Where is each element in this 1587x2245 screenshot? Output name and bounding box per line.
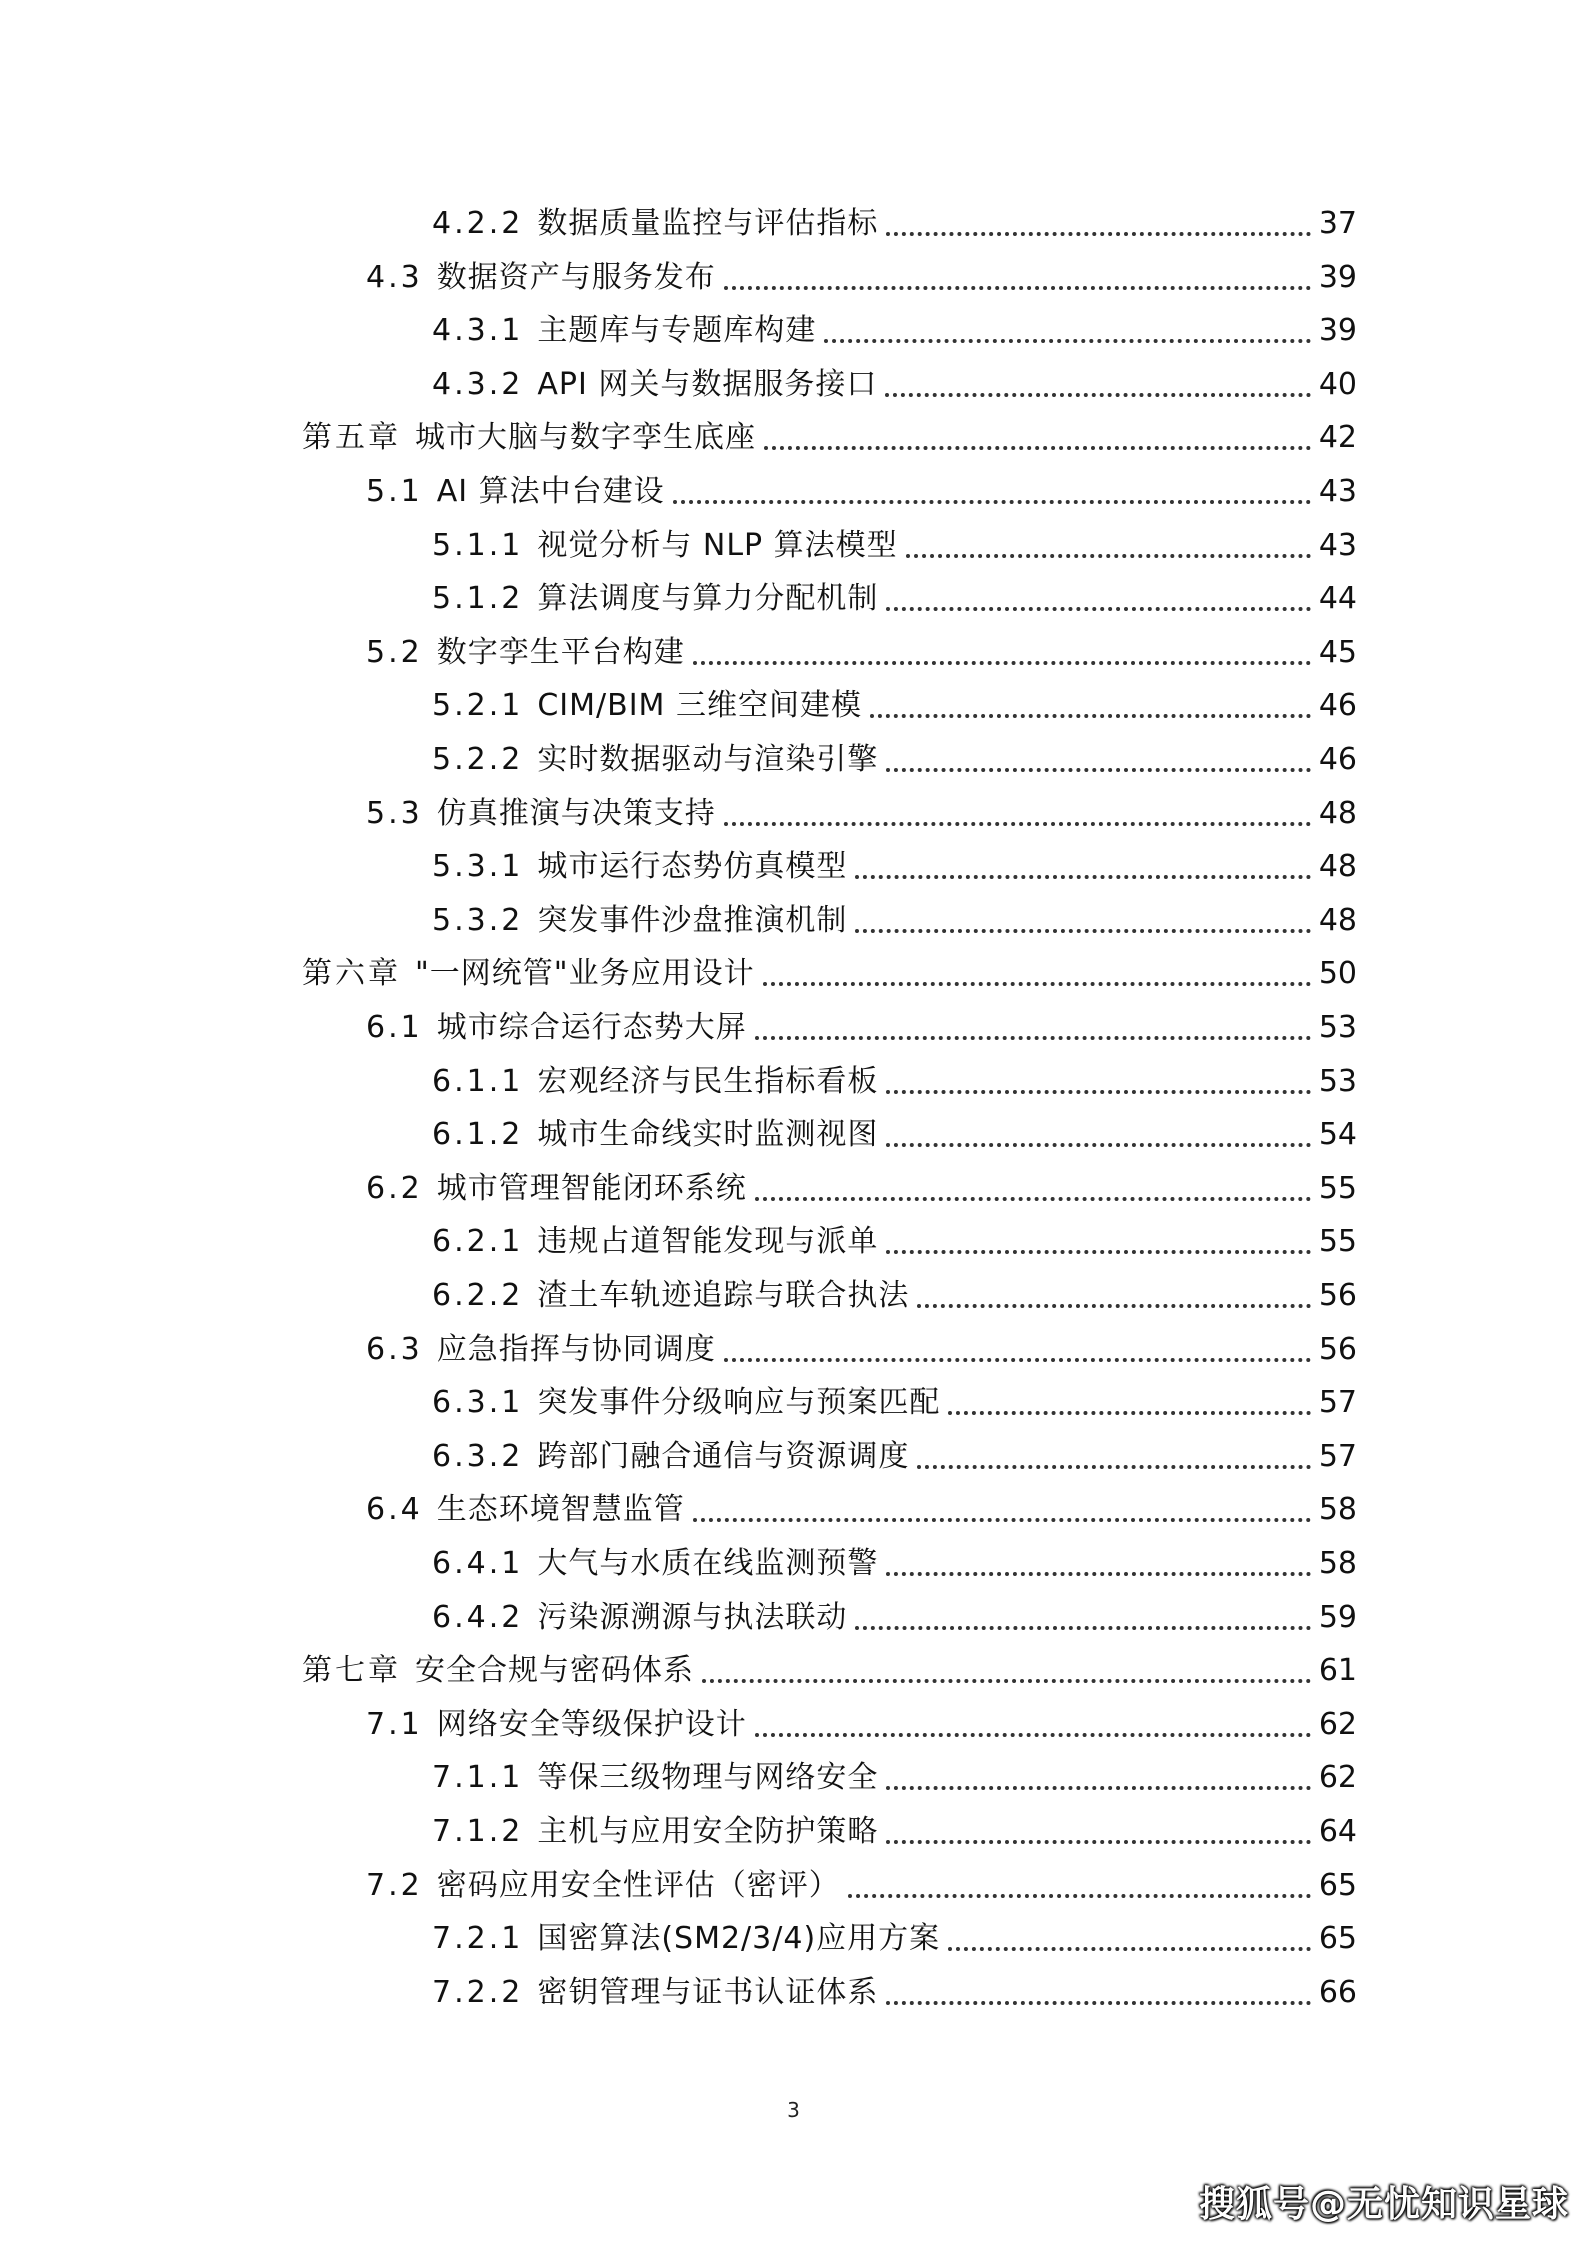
- dot-leader: [886, 1572, 1310, 1576]
- toc-entry-number: 5.3.2: [432, 903, 524, 938]
- toc-entry-number: 6.3: [366, 1332, 423, 1367]
- toc-entry[interactable]: [366, 1162, 1357, 1216]
- dot-leader: [702, 1679, 1311, 1683]
- toc-entry-title: 突发事件沙盘推演机制: [537, 903, 848, 938]
- toc-entry-title: 主题库与专题库构建: [537, 313, 817, 348]
- toc-entry[interactable]: [432, 572, 1357, 626]
- toc-entry-title: 数据资产与服务发布: [436, 260, 716, 295]
- dot-leader: [755, 1036, 1311, 1040]
- dot-leader: [917, 1304, 1310, 1308]
- toc-entry-title: 应急指挥与协同调度: [436, 1332, 716, 1367]
- toc-entry-title: 密钥管理与证书认证体系: [537, 1975, 879, 2010]
- toc-entry-title: 等保三级物理与网络安全: [537, 1760, 879, 1795]
- toc-entry[interactable]: [366, 1323, 1357, 1377]
- toc-entry-page: 59: [1318, 1600, 1357, 1635]
- toc-entry[interactable]: [432, 304, 1357, 358]
- dot-leader: [886, 1090, 1310, 1094]
- toc-entry-number: 7.2.1: [432, 1921, 524, 1956]
- toc-entry-title: 视觉分析与 NLP 算法模型: [537, 528, 898, 563]
- dot-leader: [886, 2001, 1310, 2005]
- dot-leader: [693, 1518, 1311, 1522]
- toc-entry-page: 44: [1318, 581, 1357, 616]
- toc-entry-page: 58: [1318, 1546, 1357, 1581]
- dot-leader: [886, 1786, 1310, 1790]
- toc-entry[interactable]: [366, 1698, 1357, 1752]
- toc-entry-title: CIM/BIM 三维空间建模: [537, 688, 862, 723]
- toc-entry[interactable]: [432, 1430, 1357, 1484]
- toc-entry-title: 城市运行态势仿真模型: [537, 849, 848, 884]
- toc-entry-title: 城市管理智能闭环系统: [436, 1171, 747, 1206]
- toc-entry-number: 6.1.2: [432, 1117, 524, 1152]
- toc-entry[interactable]: [302, 947, 1357, 1001]
- toc-entry-title: 仿真推演与决策支持: [436, 796, 716, 831]
- toc-entry-title: 国密算法(SM2/3/4)应用方案: [537, 1921, 941, 1956]
- toc-entry-title: 大气与水质在线监测预警: [537, 1546, 879, 1581]
- toc-entry-page: 48: [1318, 796, 1357, 831]
- toc-entry-title: 数据质量监控与评估指标: [537, 206, 879, 241]
- toc-entry-title: 跨部门融合通信与资源调度: [537, 1439, 910, 1474]
- dot-leader: [824, 339, 1310, 343]
- toc-entry-number: 5.1: [366, 474, 423, 509]
- toc-entry-page: 53: [1318, 1010, 1357, 1045]
- toc-entry-title: 违规占道智能发现与派单: [537, 1224, 879, 1259]
- toc-entry-number: 6.1.1: [432, 1064, 524, 1099]
- toc-entry-title: API 网关与数据服务接口: [537, 367, 878, 402]
- toc-entry-page: 57: [1318, 1439, 1357, 1474]
- toc-entry-page: 42: [1318, 420, 1357, 455]
- toc-entry-page: 43: [1318, 528, 1357, 563]
- dot-leader: [906, 554, 1311, 558]
- toc-entry-number: 4.3.2: [432, 367, 524, 402]
- toc-entry-title: 渣土车轨迹追踪与联合执法: [537, 1278, 910, 1313]
- toc-entry-page: 56: [1318, 1278, 1357, 1313]
- toc-entry[interactable]: [432, 1537, 1357, 1591]
- toc-entry-number: 5.2.2: [432, 742, 524, 777]
- dot-leader: [855, 929, 1310, 933]
- dot-leader: [886, 1143, 1310, 1147]
- toc-entry-title: 算法调度与算力分配机制: [537, 581, 879, 616]
- toc-entry-page: 37: [1318, 206, 1357, 241]
- dot-leader: [724, 1358, 1311, 1362]
- toc-entry-page: 50: [1318, 956, 1357, 991]
- toc-entry-page: 61: [1318, 1653, 1357, 1688]
- toc-entry-number: 5.2.1: [432, 688, 524, 723]
- toc-entry-title: 城市大脑与数字孪生底座: [415, 420, 756, 455]
- dot-leader: [763, 982, 1311, 986]
- toc-entry[interactable]: [432, 1376, 1357, 1430]
- toc-entry-number: 7.1.1: [432, 1760, 524, 1795]
- toc-entry[interactable]: [366, 1483, 1357, 1537]
- toc-entry-title: 城市综合运行态势大屏: [436, 1010, 747, 1045]
- toc-entry-page: 55: [1318, 1224, 1357, 1259]
- toc-entry-title: 生态环境智慧监管: [436, 1492, 685, 1527]
- toc-entry[interactable]: [366, 251, 1357, 305]
- toc-entry-number: 第五章: [302, 420, 401, 455]
- dot-leader: [886, 607, 1310, 611]
- toc-entry-number: 6.3.1: [432, 1385, 524, 1420]
- dot-leader: [855, 875, 1310, 879]
- toc-entry[interactable]: [366, 1001, 1357, 1055]
- dot-leader: [948, 1947, 1311, 1951]
- toc-entry[interactable]: [432, 358, 1357, 412]
- toc-entry-page: 46: [1318, 688, 1357, 723]
- toc-entry[interactable]: [432, 1966, 1357, 2020]
- toc-entry-title: 突发事件分级响应与预案匹配: [537, 1385, 941, 1420]
- toc-entry-page: 65: [1318, 1868, 1357, 1903]
- toc-entry[interactable]: [432, 1055, 1357, 1109]
- toc-entry[interactable]: [366, 465, 1357, 519]
- toc-entry-number: 5.2: [366, 635, 423, 670]
- toc-entry-page: 43: [1318, 474, 1357, 509]
- toc-entry-title: 实时数据驱动与渲染引擎: [537, 742, 879, 777]
- toc-entry-number: 4.3: [366, 260, 423, 295]
- dot-leader: [870, 714, 1311, 718]
- toc-entry-number: 5.1.2: [432, 581, 524, 616]
- toc-entry-page: 39: [1318, 260, 1357, 295]
- dot-leader: [755, 1733, 1311, 1737]
- toc-entry-page: 62: [1318, 1760, 1357, 1795]
- toc-entry-page: 48: [1318, 849, 1357, 884]
- toc-entry-title: AI 算法中台建设: [436, 474, 665, 509]
- toc-entry-number: 第六章: [302, 956, 401, 991]
- page-number: 3: [787, 2098, 800, 2122]
- toc-entry-number: 5.3: [366, 796, 423, 831]
- toc-entry-title: 数字孪生平台构建: [436, 635, 685, 670]
- toc-entry-page: 64: [1318, 1814, 1357, 1849]
- toc-entry[interactable]: [432, 1751, 1357, 1805]
- dot-leader: [886, 1840, 1310, 1844]
- toc-entry[interactable]: [302, 411, 1357, 465]
- toc-entry-number: 6.4: [366, 1492, 423, 1527]
- dot-leader: [885, 393, 1310, 397]
- toc-entry-number: 6.2: [366, 1171, 423, 1206]
- toc-entry[interactable]: [432, 1269, 1357, 1323]
- toc-entry-title: 密码应用安全性评估（密评）: [436, 1868, 840, 1903]
- toc-entry-number: 7.1.2: [432, 1814, 524, 1849]
- toc-entry[interactable]: [432, 894, 1357, 948]
- toc-entry[interactable]: [432, 1215, 1357, 1269]
- toc-entry-number: 6.1: [366, 1010, 423, 1045]
- toc-entry[interactable]: [432, 679, 1357, 733]
- dot-leader: [848, 1894, 1311, 1898]
- toc-entry[interactable]: [366, 1859, 1357, 1913]
- toc-entry-number: 6.2.2: [432, 1278, 524, 1313]
- toc-entry[interactable]: [366, 787, 1357, 841]
- toc-entry-number: 6.3.2: [432, 1439, 524, 1474]
- toc-entry-number: 7.1: [366, 1707, 423, 1742]
- toc-entry[interactable]: [432, 1591, 1357, 1645]
- toc-entry-page: 66: [1318, 1975, 1357, 2010]
- toc-entry-page: 53: [1318, 1064, 1357, 1099]
- toc-entry[interactable]: [432, 519, 1357, 573]
- toc-entry-number: 5.1.1: [432, 528, 524, 563]
- toc-entry-title: 宏观经济与民生指标看板: [537, 1064, 879, 1099]
- toc-entry[interactable]: [302, 1644, 1357, 1698]
- toc-entry[interactable]: [432, 1912, 1357, 1966]
- toc-entry[interactable]: [432, 1108, 1357, 1162]
- dot-leader: [948, 1411, 1310, 1415]
- dot-leader: [693, 661, 1311, 665]
- toc-entry-page: 57: [1318, 1385, 1357, 1420]
- dot-leader: [917, 1465, 1310, 1469]
- toc-entry-number: 4.2.2: [432, 206, 524, 241]
- toc-entry-page: 45: [1318, 635, 1357, 670]
- toc-entry-title: 网络安全等级保护设计: [436, 1707, 747, 1742]
- dot-leader: [886, 768, 1310, 772]
- toc-entry-page: 40: [1318, 367, 1357, 402]
- toc-entry[interactable]: [432, 840, 1357, 894]
- toc-entry[interactable]: [432, 733, 1357, 787]
- toc-entry-number: 6.4.2: [432, 1600, 524, 1635]
- toc-entry-title: 主机与应用安全防护策略: [537, 1814, 879, 1849]
- toc-entry-page: 39: [1318, 313, 1357, 348]
- toc-entry-page: 62: [1318, 1707, 1357, 1742]
- dot-leader: [886, 232, 1310, 236]
- toc-entry[interactable]: [432, 197, 1357, 251]
- toc-entry[interactable]: [432, 1805, 1357, 1859]
- toc-entry-page: 48: [1318, 903, 1357, 938]
- dot-leader: [673, 500, 1311, 504]
- toc-entry-title: 城市生命线实时监测视图: [537, 1117, 879, 1152]
- toc-entry-page: 65: [1318, 1921, 1357, 1956]
- toc-entry-number: 6.2.1: [432, 1224, 524, 1259]
- toc-entry-title: "一网统管"业务应用设计: [415, 956, 755, 991]
- dot-leader: [855, 1626, 1310, 1630]
- toc-entry-page: 55: [1318, 1171, 1357, 1206]
- toc-entry-page: 56: [1318, 1332, 1357, 1367]
- dot-leader: [764, 446, 1311, 450]
- dot-leader: [886, 1250, 1310, 1254]
- toc-entry-number: 第七章: [302, 1653, 401, 1688]
- toc-entry-number: 7.2: [366, 1868, 423, 1903]
- toc-entry-title: 污染源溯源与执法联动: [537, 1600, 848, 1635]
- toc-entry-page: 54: [1318, 1117, 1357, 1152]
- toc-entry[interactable]: [366, 626, 1357, 680]
- toc-entry-number: 4.3.1: [432, 313, 524, 348]
- toc-entry-number: 7.2.2: [432, 1975, 524, 2010]
- dot-leader: [724, 822, 1311, 826]
- toc-entry-number: 6.4.1: [432, 1546, 524, 1581]
- watermark: 搜狐号@无忧知识星球: [1198, 2184, 1569, 2225]
- toc-entry-number: 5.3.1: [432, 849, 524, 884]
- dot-leader: [755, 1197, 1311, 1201]
- toc-entry-title: 安全合规与密码体系: [415, 1653, 694, 1688]
- dot-leader: [724, 286, 1311, 290]
- toc-entry-page: 58: [1318, 1492, 1357, 1527]
- toc-entry-page: 46: [1318, 742, 1357, 777]
